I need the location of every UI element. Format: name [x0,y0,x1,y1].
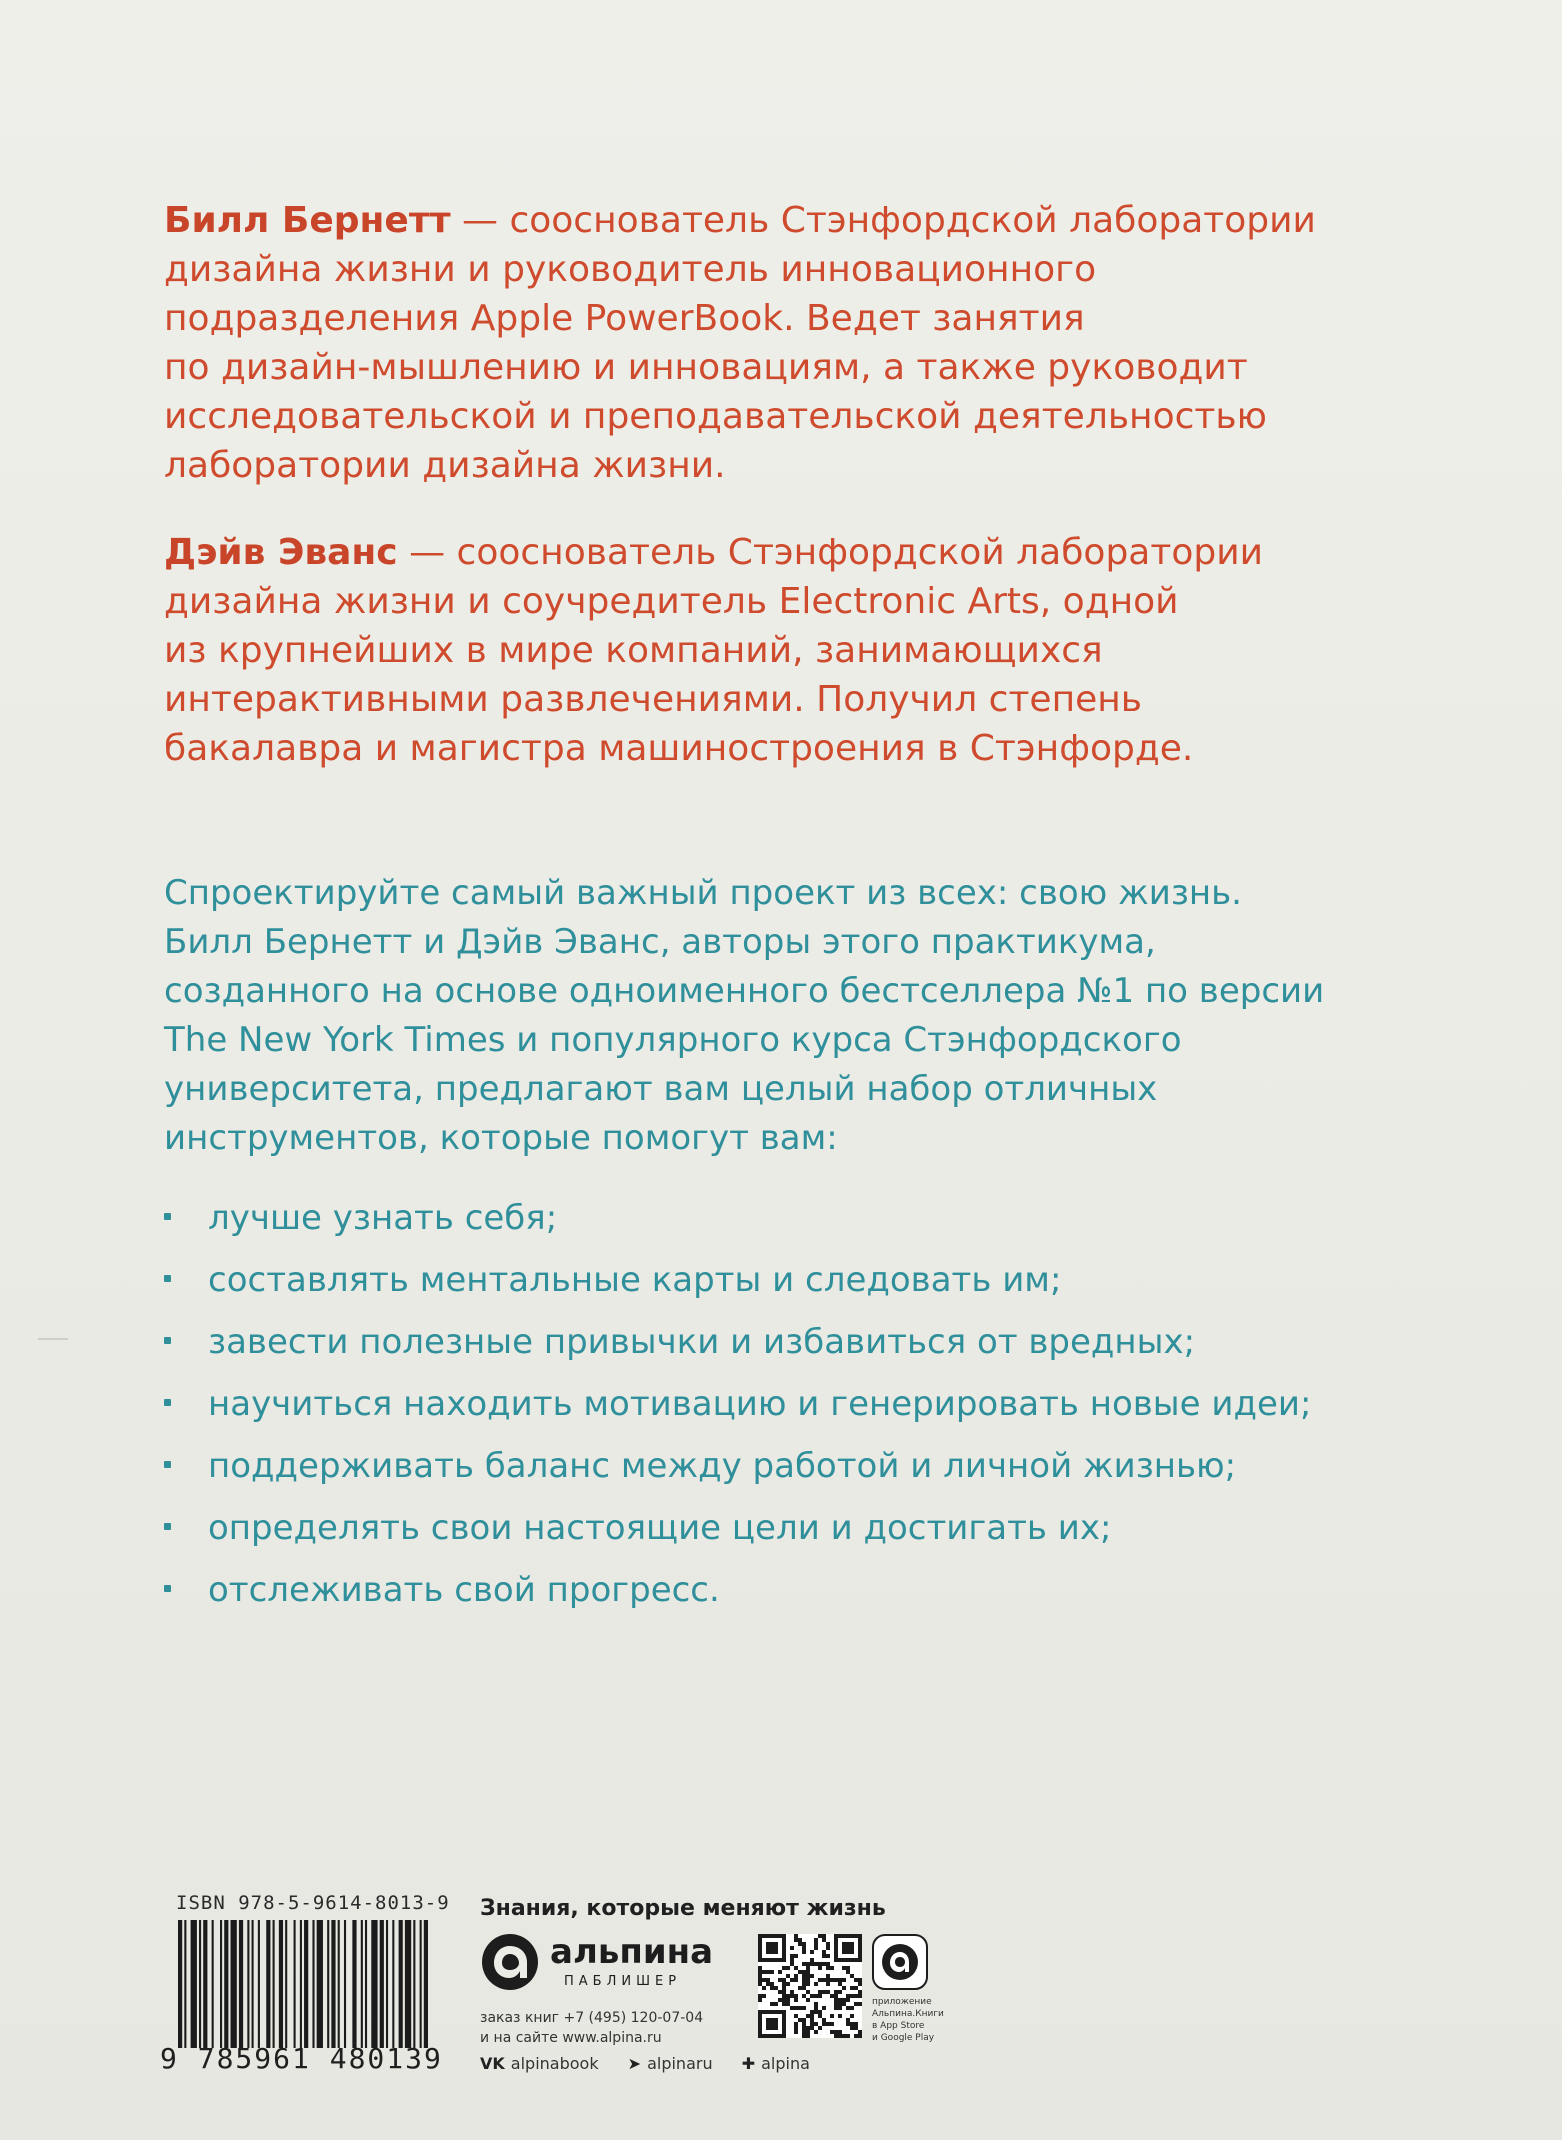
alpina-logo-icon [480,1932,540,1992]
publisher-slogan: Знания, которые меняют жизнь [480,1896,886,1921]
list-item: определять свои настоящие цели и достигать их; [164,1497,1424,1559]
bullet-icon [164,1585,171,1592]
cover-text [164,196,1424,1621]
social-telegram: ➤ alpinaru [627,2054,713,2073]
app-store-text: приложение Альпина.Книги в App Store и Google Play [872,1997,944,2043]
telegram-icon: ➤ [627,2054,642,2073]
edge-mark [38,1338,68,1340]
book-description: Спроектируйте самый важный проект из всех: свою жизнь. Билл Бернетт и Дэйв Эванс, авторы этого практикума, созданного на основе одноименного бестселлера №1 по версии The New York Times и популярного курса Стэнфордского университета, предлагают вам целый набор отличных инструментов, которые помогут вам: [164,873,1325,1158]
social-vk: VK alpinabook [480,2054,599,2073]
social-links [480,2054,834,2073]
bio-dave-evans: Дэйв Эванс — сооснователь Стэнфордской лаборатории дизайна жизни и соучредитель Electronic Arts, одной из крупнейших в мире компаний, занимающихся интерактивными развлечениями. Получил степень бакалавра и магистра машиностроения в Стэнфорде. [164,532,1264,769]
list-item: завести полезные привычки и избавиться от вредных; [164,1311,1424,1373]
publisher-brand: альпина [550,1932,714,1972]
publisher-brand-sub: ПАБЛИШЕР [564,1974,682,1989]
bullet-icon [164,1337,171,1344]
publisher-block [480,1896,980,2086]
bullet-icon [164,1275,171,1282]
bullet-icon [164,1213,171,1220]
author-name: Билл Бернетт [164,200,451,241]
vk-icon: VK [480,2054,505,2073]
isbn-barcode [160,1892,450,2084]
author-name: Дэйв Эванс [164,532,398,573]
qr-code-icon [758,1934,862,2038]
list-item: составлять ментальные карты и следовать им; [164,1249,1424,1311]
order-site: и на сайте www.alpina.ru [480,2030,662,2046]
list-item: лучше узнать себя; [164,1187,1424,1249]
ean-digits: 9 785961 480139 [160,2042,443,2075]
publisher-logo [480,1932,720,1992]
app-icon [872,1934,928,1990]
social-ok: ✚ alpina [741,2054,810,2073]
barcode-bars [178,1920,428,2048]
ok-icon: ✚ [741,2054,756,2073]
bio-bill-burnett: Билл Бернетт — сооснователь Стэнфордской лаборатории дизайна жизни и руководитель инновационного подразделения Apple PowerBook. Ведет занятия по дизайн-мышлению и инновациям, а также руководит исследовательской и преподавательской деятельностью лаборатории дизайна жизни. [164,200,1316,486]
list-item: поддерживать баланс между работой и личной жизнью; [164,1435,1424,1497]
benefits-list [164,1187,1424,1621]
list-item: научиться находить мотивацию и генерировать новые идеи; [164,1373,1424,1435]
bullet-icon [164,1461,171,1468]
bullet-icon [164,1523,171,1530]
order-info [480,2008,703,2048]
list-item: отслеживать свой прогресс. [164,1559,1424,1621]
app-promo [872,1934,982,2054]
isbn-label: ISBN 978-5-9614-8013-9 [176,1892,450,1914]
bullet-icon [164,1399,171,1406]
order-phone: заказ книг +7 (495) 120-07-04 [480,2010,704,2026]
